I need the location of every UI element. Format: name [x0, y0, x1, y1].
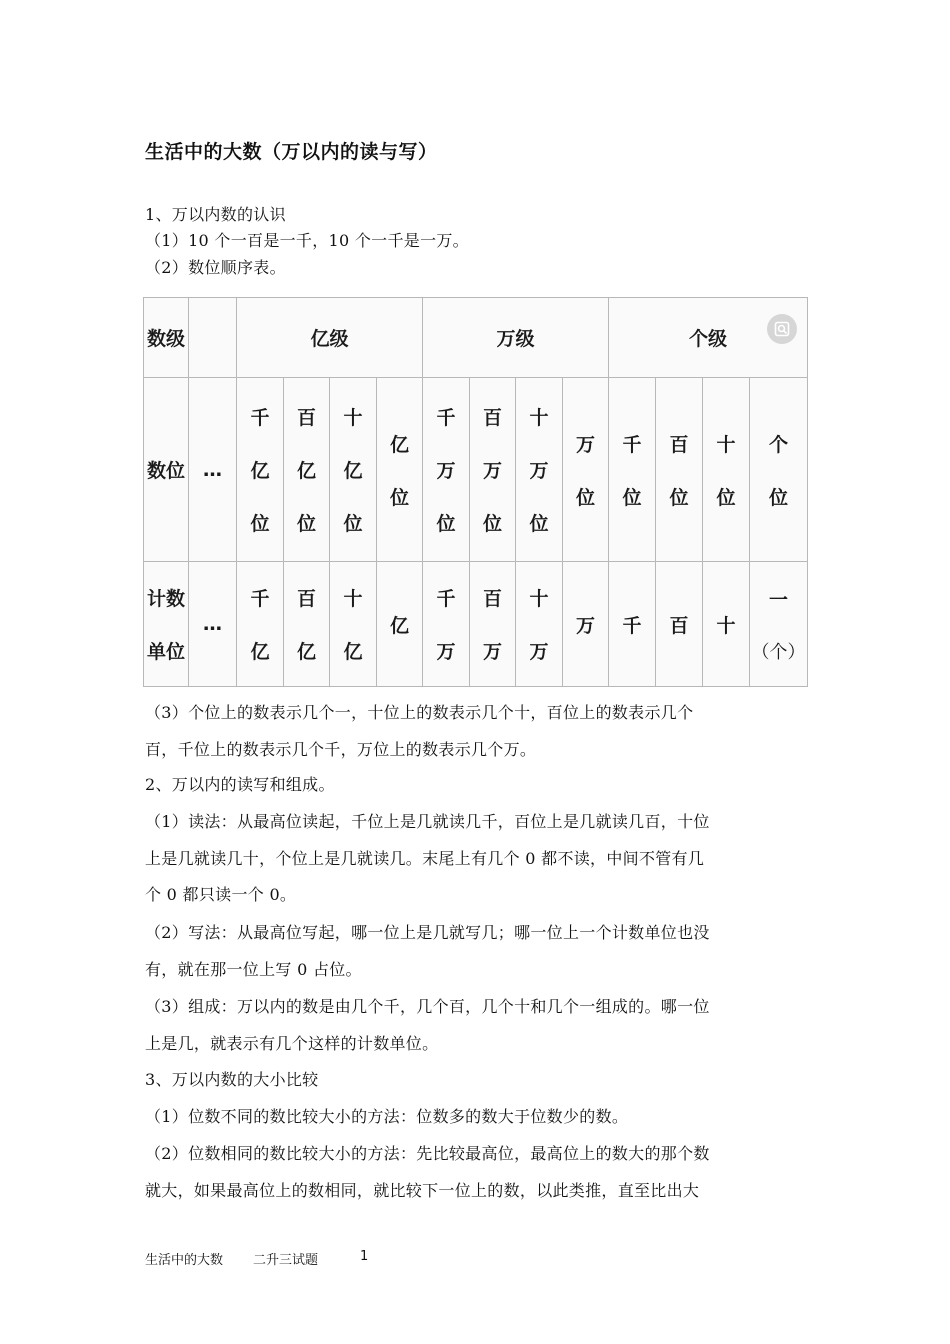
paragraph: 个 0 都只读一个 0。 [145, 885, 297, 904]
camera-search-icon[interactable] [767, 314, 797, 344]
digit-cell: 亿 位 [377, 378, 423, 562]
level-ge-label: 个级 [689, 328, 728, 350]
page-title: 生活中的大数（万以内的读与写） [145, 141, 438, 163]
unit-cell: 百 [656, 562, 703, 687]
paragraph: 有，就在那一位上写 0 占位。 [145, 960, 362, 979]
paragraph: （2）数位顺序表。 [145, 258, 286, 277]
ellipsis-cell: … [189, 562, 237, 687]
paragraph: （1）读法：从最高位读起，千位上是几就读几千，百位上是几就读几百，十位 [145, 812, 710, 831]
row-label-level: 数级 [144, 298, 189, 378]
paragraph: （2）位数相同的数比较大小的方法：先比较最高位，最高位上的数大的那个数 [145, 1144, 710, 1163]
unit-cell: 万 [563, 562, 609, 687]
section-1-heading: 1、万以内数的认识 [145, 205, 286, 224]
unit-cell: 千 万 [423, 562, 470, 687]
digit-cell: 百 万 位 [470, 378, 516, 562]
row-label-digit: 数位 [144, 378, 189, 562]
paragraph: （2）写法：从最高位写起，哪一位上是几就写几；哪一位上一个计数单位也没 [145, 923, 710, 942]
paragraph: 就大，如果最高位上的数相同，就比较下一位上的数，以此类推，直至比出大 [145, 1181, 700, 1200]
paragraph: 百，千位上的数表示几个千，万位上的数表示几个万。 [145, 740, 537, 759]
paragraph: （3）个位上的数表示几个一，十位上的数表示几个十，百位上的数表示几个 [145, 703, 694, 722]
table-row [144, 378, 808, 562]
level-yi: 亿级 [237, 298, 423, 378]
digit-cell: 万 位 [563, 378, 609, 562]
table-row [144, 562, 808, 687]
unit-cell: 百 亿 [284, 562, 330, 687]
digit-cell: 千 位 [609, 378, 656, 562]
unit-cell: 百 万 [470, 562, 516, 687]
row-label-unit: 计数 单位 [144, 562, 189, 687]
unit-cell: 亿 [377, 562, 423, 687]
paragraph: 上是几，就表示有几个这样的计数单位。 [145, 1034, 439, 1053]
unit-cell: 十 亿 [330, 562, 377, 687]
paragraph: （3）组成：万以内的数是由几个千，几个百，几个十和几个一组成的。哪一位 [145, 997, 710, 1016]
digit-cell: 十 位 [703, 378, 750, 562]
unit-cell: 千 亿 [237, 562, 284, 687]
page-number: 1 [360, 1249, 369, 1264]
place-value-table-image [143, 297, 807, 686]
table-cell [189, 298, 237, 378]
paragraph: （1）位数不同的数比较大小的方法：位数多的数大于位数少的数。 [145, 1107, 629, 1126]
paragraph: （1）10 个一百是一千，10 个一千是一万。 [145, 231, 469, 250]
footer-title: 生活中的大数 [145, 1253, 224, 1268]
table-row [144, 298, 808, 378]
footer-subtitle: 二升三试题 [253, 1253, 319, 1268]
place-value-table [143, 297, 808, 687]
level-wan: 万级 [423, 298, 609, 378]
unit-cell: 十 [703, 562, 750, 687]
unit-cell: 十 万 [516, 562, 563, 687]
paragraph: 上是几就读几十，个位上是几就读几。末尾上有几个 0 都不读，中间不管有几 [145, 849, 705, 868]
digit-cell: 十 亿 位 [330, 378, 377, 562]
digit-cell: 个 位 [750, 378, 808, 562]
digit-cell: 千 亿 位 [237, 378, 284, 562]
level-ge [609, 298, 808, 378]
section-3-heading: 3、万以内数的大小比较 [145, 1070, 319, 1089]
digit-cell: 百 亿 位 [284, 378, 330, 562]
ellipsis-cell: … [189, 378, 237, 562]
unit-cell: 千 [609, 562, 656, 687]
unit-cell: 一 （个） [750, 562, 808, 687]
section-2-heading: 2、万以内的读写和组成。 [145, 775, 335, 794]
digit-cell: 百 位 [656, 378, 703, 562]
digit-cell: 千 万 位 [423, 378, 470, 562]
digit-cell: 十 万 位 [516, 378, 563, 562]
